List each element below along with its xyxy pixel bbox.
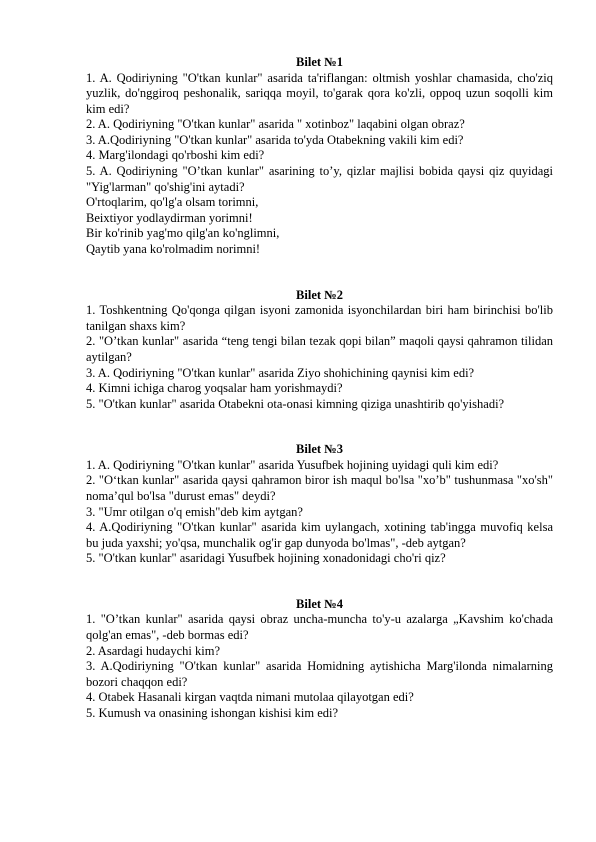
question-line: 1. A. Qodiriyning "O'tkan kunlar" asarida ta'riflangan: oltmish yoshlar chamasida, cho'ziq yuzlik, do'nggiroq peshonalik, sariqqa moyil, to'garak qora ko'zli, oppoq uzun soqolli kim kim edi? <box>86 70 553 116</box>
poem-line: O'rtoqlarim, qo'lg'a olsam torimni, <box>86 195 259 210</box>
question-line: 1. Toshkentning Qo'qonga qilgan isyoni zamonida isyonchilardan biri ham birinchisi bo'lib tanilgan shaxs kim? <box>86 303 553 333</box>
ticket-section <box>86 442 553 567</box>
ticket-title: Bilet №4 <box>296 596 343 611</box>
question-line: 4. A.Qodiriyning "O'tkan kunlar" asarida kim uylangach, xotining tab'ingga muvofiq kelsa bu juda yaxshi; yo'qsa, munchalik og'ir gap dunyoda bo'lmas", -deb aytgan? <box>86 520 553 550</box>
question-line: 5. "O'tkan kunlar" asaridagi Yusufbek hojining xonadonidagi cho'ri qiz? <box>86 551 446 566</box>
question-line: 3. A.Qodiriyning "O'tkan kunlar" asarida to'yda Otabekning vakili kim edi? <box>86 132 464 147</box>
question-line: 3. "Umr otilgan o'q emish"deb kim aytgan? <box>86 504 303 519</box>
ticket-section <box>86 288 553 413</box>
poem-line: Qaytib yana ko'rolmadim norimni! <box>86 242 261 257</box>
question-line: 5. Kumush va onasining ishongan kishisi kim edi? <box>86 706 339 720</box>
poem-line: Bir ko'rinib yag'mo qilg'an ko'nglimni, <box>86 226 280 241</box>
question-line: 2. "O’tkan kunlar" asarida “teng tengi bilan tezak qopi bilan” maqoli qaysi qahramon tilidan aytilgan? <box>86 334 553 364</box>
question-line: 1. "O’tkan kunlar" asarida qaysi obraz uncha-muncha to'y-u azalarga „Kavshim ko'chada qolg'an emas", -deb bormas edi? <box>86 612 553 643</box>
question-line: 5. A. Qodiriyning "O’tkan kunlar" asarining to’y, qizlar majlisi bobida qaysi qiz quyidagi "Yig'larman" qo'shig'ini aytadi? <box>86 164 553 194</box>
question-line: 3. A. Qodiriyning "O'tkan kunlar" asarida Ziyo shohichining qaynisi kim edi? <box>86 365 475 380</box>
question-line: 2. "O‘tkan kunlar" asarida qaysi qahramon biror ish maqul bo'lsa "xo’b" tushunmasa "xo'sh" noma’qul bo'lsa "durust emas" deydi? <box>86 473 553 503</box>
document-body <box>86 55 553 752</box>
ticket-title: Bilet №1 <box>296 55 343 69</box>
ticket-title: Bilet №2 <box>296 287 343 302</box>
ticket-section <box>86 597 553 722</box>
question-line: 4. Otabek Hasanali kirgan vaqtda nimani mutolaa qilayotgan edi? <box>86 690 414 705</box>
ticket-section <box>86 55 553 258</box>
ticket-title: Bilet №3 <box>296 442 343 457</box>
question-line: 5. "O'tkan kunlar" asarida Otabekni ota-onasi kimning qiziga unashtirib qo'yishadi? <box>86 396 505 411</box>
question-line: 4. Kimni ichiga charog yoqsalar ham yorishmaydi? <box>86 381 343 396</box>
question-line: 4. Marg'ilondagi qo'rboshi kim edi? <box>86 148 265 163</box>
question-line: 1. A. Qodiriyning "O'tkan kunlar" asarida Yusufbek hojining uyidagi quli kim edi? <box>86 457 499 472</box>
question-line: 2. Asardagi hudaychi kim? <box>86 643 220 658</box>
question-line: 2. A. Qodiriyning "O'tkan kunlar" asarida " xotinboz" laqabini olgan obraz? <box>86 117 465 132</box>
question-line: 3. A.Qodiriyning "O'tkan kunlar" asarida Homidning aytishicha Marg'ilonda nimalarning bozori chaqqon edi? <box>86 659 553 689</box>
poem-line: Beixtiyor yodlaydirman yorimni! <box>86 210 253 225</box>
